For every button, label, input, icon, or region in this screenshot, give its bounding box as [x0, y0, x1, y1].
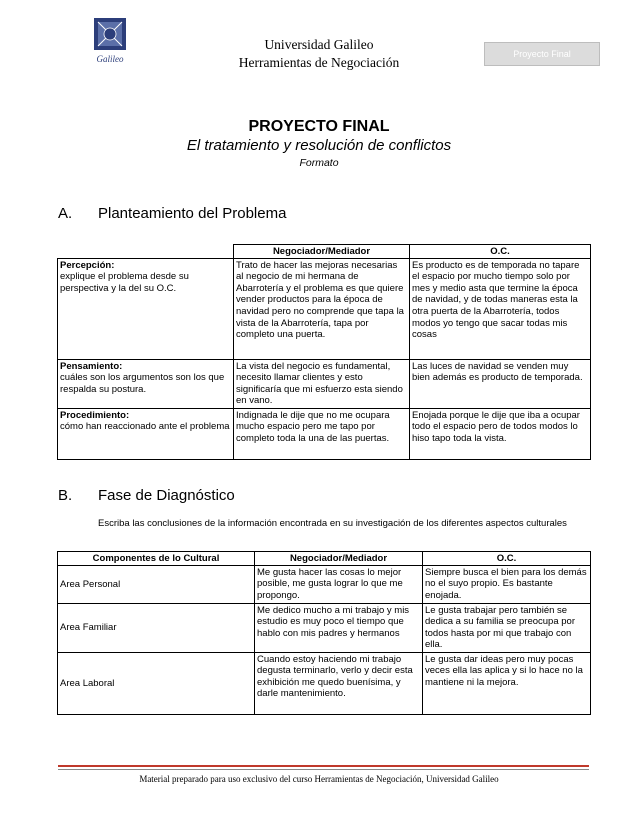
table-header-row	[58, 552, 591, 566]
table-row	[58, 258, 591, 359]
row-label-cell	[58, 408, 234, 459]
oc-cell: Las luces de navidad se venden muy bien además es producto de temporada.	[410, 359, 591, 408]
document-subtitle: El tratamiento y resolución de conflictos	[186, 137, 452, 154]
project-badge: Proyecto Final	[484, 42, 600, 66]
table-row	[58, 408, 591, 459]
section-a-number: A.	[58, 205, 73, 222]
table-header-empty	[58, 245, 234, 259]
oc-cell: Es producto es de temporada no tapare el espacio por mucho tiempo solo por mes y medio asta que termine la época de navidad, y de todas maneras esta la otra puerta de la Abarrotería, todos modos yo tengo que sacar todas mis cosas	[410, 258, 591, 359]
footer-divider	[58, 769, 589, 770]
table-header-mediador: Negociador/Mediador	[234, 245, 410, 259]
row-desc: cuáles son los argumentos son los que respalda su postura.	[60, 372, 225, 395]
area-cell: Area Familiar	[58, 603, 255, 652]
row-label: Procedimiento:	[60, 409, 130, 421]
section-a-heading	[58, 205, 286, 222]
mediador-cell: Cuando estoy haciendo mi trabajo degusta terminarlo, verlo y decir esta exhibición me quedo buenísima, y darle mantenimiento.	[255, 652, 423, 714]
area-cell: Area Laboral	[58, 652, 255, 714]
table-row	[58, 652, 591, 714]
section-a-title: Planteamiento del Problema	[98, 205, 287, 222]
mediador-cell: Me dedico mucho a mi trabajo y mis estudio es muy poco el tiempo que hablo con mis padres y hermanos	[255, 603, 423, 652]
table-header-oc: O.C.	[423, 552, 591, 566]
row-label: Pensamiento:	[60, 360, 123, 372]
mediador-cell: Me gusta hacer las cosas lo mejor posible, me gusta lograr lo que me propongo.	[255, 565, 423, 603]
oc-cell: Le gusta dar ideas pero muy pocas veces ella las aplica y si lo hace no la mantiene ni la mejora.	[423, 652, 591, 714]
oc-cell: Siempre busca el bien para los demás no el suyo propio. Es bastante enojada.	[423, 565, 591, 603]
oc-cell: Enojada porque le dije que iba a ocupar todo el espacio pero de todos modos lo hiso tapo toda la vista.	[410, 408, 591, 459]
logo-wordmark: Galileo	[96, 54, 124, 64]
row-desc: cómo han reaccionado ante el problema	[60, 421, 230, 433]
document-format: Formato	[299, 157, 339, 169]
table-header-oc: O.C.	[410, 245, 591, 259]
row-label-cell	[58, 258, 234, 359]
table-header-row	[58, 245, 591, 259]
footer-text: Material preparado para uso exclusivo del curso Herramientas de Negociación, Universidad Galileo	[139, 774, 499, 784]
table-row	[58, 603, 591, 652]
table-header-components: Componentes de lo Cultural	[58, 552, 255, 566]
section-b-heading	[58, 487, 235, 504]
oc-cell: Le gusta trabajar pero también se dedica a su familia se preocupa por todos hasta por mi que trabajo con ella.	[423, 603, 591, 652]
footer-divider-accent	[58, 765, 589, 767]
table-row	[58, 565, 591, 603]
row-label: Percepción:	[60, 259, 115, 271]
header-university: Universidad Galileo	[264, 37, 374, 52]
area-cell: Area Personal	[58, 565, 255, 603]
table-row	[58, 359, 591, 408]
mediador-cell: Indignada le dije que no me ocupara mucho espacio pero me tapo por completo toda la una de las puertas.	[234, 408, 410, 459]
problem-table	[57, 244, 591, 460]
document-title: PROYECTO FINAL	[248, 118, 390, 135]
table-header-mediador: Negociador/Mediador	[255, 552, 423, 566]
university-logo	[88, 16, 132, 68]
row-label-cell	[58, 359, 234, 408]
section-b-title: Fase de Diagnóstico	[98, 487, 235, 504]
section-b-instructions: Escriba las conclusiones de la información encontrada en su investigación de los diferentes aspectos culturales	[98, 518, 567, 529]
diagnostic-table	[57, 551, 591, 715]
section-b-number: B.	[58, 487, 73, 504]
header-course: Herramientas de Negociación	[238, 55, 400, 70]
row-desc: explique el problema desde su perspectiva y la del su O.C.	[60, 271, 189, 294]
mediador-cell: La vista del negocio es fundamental, necesito llamar clientes y esto significaría que mi esfuerzo esta siendo en vano.	[234, 359, 410, 408]
mediador-cell: Trato de hacer las mejoras necesarias al negocio de mi hermana de Abarrotería y el problema es que quiere vender productos para la época de navidad pero no comprende que tapa la vista de la Abarrotería, tapa por completo una puerta.	[234, 258, 410, 359]
